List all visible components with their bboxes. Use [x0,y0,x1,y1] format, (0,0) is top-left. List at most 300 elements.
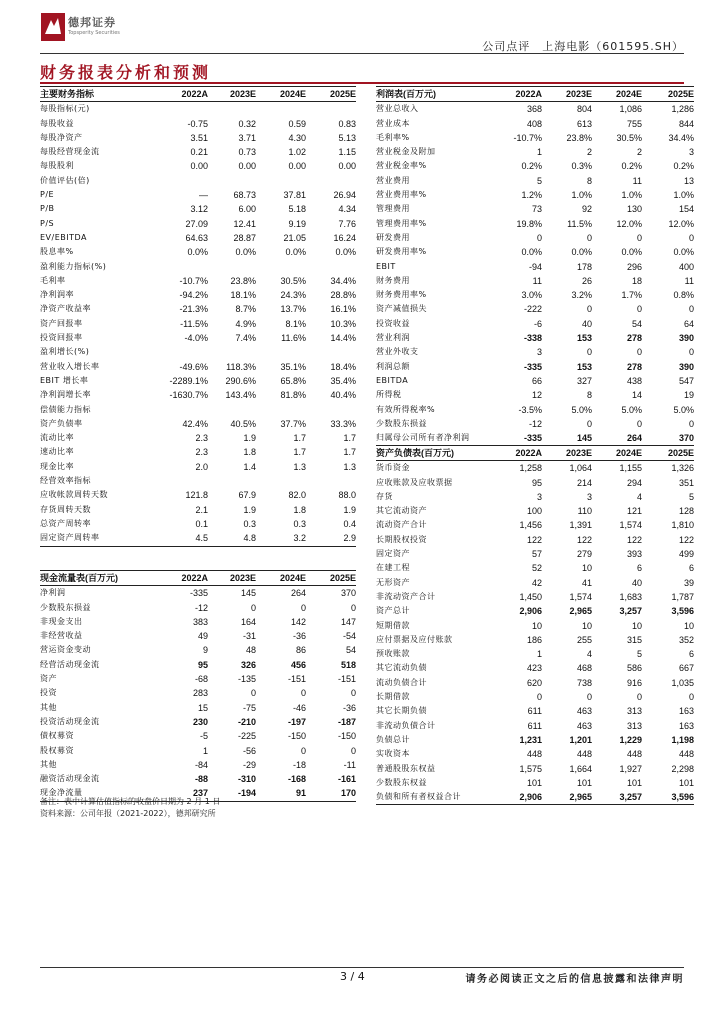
table-row [40,772,356,786]
table-row [40,658,356,672]
value-cell: 0.00 [288,161,306,172]
value-cell: 1.7% [621,290,642,301]
value-cell: 448 [626,749,642,760]
table-row [376,547,694,561]
value-cell: 0.2% [621,161,642,172]
value-cell: 1.9 [243,433,256,444]
value-cell: 40.5% [230,418,256,429]
table-row [376,260,694,274]
value-cell: 100 [526,506,542,517]
row-label: 在建工程 [376,563,410,573]
value-cell: 2,965 [569,606,592,617]
value-cell: 547 [678,375,694,386]
value-cell: 0 [688,232,694,243]
table-header-row [376,87,694,102]
value-cell: 154 [678,204,694,215]
brand-name-en: Topsperity Securities [68,30,120,36]
value-cell: 1 [536,649,542,660]
row-label: 其它长期负债 [376,706,427,716]
value-cell: 164 [240,616,256,627]
value-cell: 145 [240,588,256,599]
value-cell: 463 [576,720,592,731]
value-cell: 4.8 [208,531,256,546]
year-header-cell: 2023E [208,87,256,102]
table-row [40,374,356,388]
value-cell: 1,391 [569,520,592,531]
value-cell: -197 [287,716,306,727]
value-cell: -210 [237,716,256,727]
value-cell: 7.76 [338,218,356,229]
value-cell: 3 [586,491,592,502]
value-cell: 101 [526,777,542,788]
value-cell: 4.30 [288,132,306,143]
value-cell: 34.4% [668,132,694,143]
table-row [376,647,694,661]
value-cell: 81.8% [280,390,306,401]
row-label: 营业外收支 [376,347,419,357]
value-cell: 3 [536,347,542,358]
value-cell: 368 [526,104,542,115]
value-cell: 1,229 [619,734,642,745]
table-row [376,102,694,117]
value-cell: 12.0% [668,218,694,229]
table-row [40,231,356,245]
value-cell: 1.7 [343,433,356,444]
table-row [376,661,694,675]
value-cell: 611 [527,706,542,717]
value-cell: 41 [581,577,592,588]
value-cell: 1,258 [519,463,542,474]
value-cell: 178 [576,261,592,272]
value-cell: 6 [688,563,694,574]
value-cell: 11.5% [567,218,592,229]
value-cell: 30.5% [616,132,642,143]
row-label: 利润总额 [376,361,410,371]
value-cell: 2,965 [542,790,592,805]
value-cell: 40.4% [330,390,356,401]
table-row [40,117,356,131]
value-cell: -75 [242,702,256,713]
value-cell: 6 [636,563,642,574]
table-row [376,518,694,532]
value-cell: 313 [626,720,642,731]
table-row [376,747,694,761]
table-row [40,360,356,374]
value-cell: 101 [626,777,642,788]
value-cell: 0.2% [521,161,542,172]
value-cell: -46 [292,702,306,713]
value-cell: 448 [526,749,542,760]
page-title: 财务报表分析和预测 [40,63,212,82]
value-cell: 92 [581,204,592,215]
value-cell: 0.59 [288,118,306,129]
value-cell: 1.2% [521,190,542,201]
value-cell: 290.6% [225,375,256,386]
value-cell: -161 [337,774,356,785]
value-cell: 804 [576,104,592,115]
table-row [376,533,694,547]
value-cell: 30.5% [280,275,306,286]
value-cell: -335 [494,431,542,446]
row-label: EBIT 增长率 [40,375,89,385]
value-cell: 9 [202,645,208,656]
value-cell: 0.00 [190,161,208,172]
row-label: 盈利增长(%) [40,347,90,357]
row-label: 少数股东损益 [40,602,91,612]
value-cell: 5.18 [288,204,306,215]
table-row [376,690,694,704]
value-cell: 0.4 [343,518,356,529]
value-cell: -2289.1% [169,375,208,386]
value-cell: 1.0% [673,190,694,201]
row-label: 其他 [40,702,57,712]
value-cell [256,345,306,359]
value-cell: 1.8 [293,504,306,515]
table-row [376,131,694,145]
value-cell: 28.87 [233,232,256,243]
value-cell: 1.3 [293,461,306,472]
value-cell: 12 [531,390,542,401]
value-cell: 110 [577,506,592,517]
table-row [40,517,356,531]
value-cell: -335 [189,588,208,599]
value-cell: 0.3 [293,518,306,529]
value-cell: 143.4% [225,390,256,401]
value-cell: -150 [337,731,356,742]
value-cell: -88 [194,774,208,785]
value-cell: 278 [626,333,642,344]
value-cell: -338 [523,333,542,344]
value-cell: 1,198 [671,734,694,745]
table-row [40,159,356,173]
row-label: 少数股东权益 [376,777,427,787]
table-row [40,488,356,502]
row-label: 资产 [40,674,57,684]
table-row [376,231,694,245]
row-label: 研发费用率% [376,247,427,257]
value-cell: 1,035 [671,677,694,688]
value-cell: 88.0 [338,490,356,501]
row-label: 偿债能力指标 [40,404,91,414]
value-cell: -94 [528,261,542,272]
value-cell: 1,231 [519,734,542,745]
value-cell: 7.4% [235,333,256,344]
table-row [376,245,694,259]
value-cell: 1.7 [293,433,306,444]
value-cell: -54 [342,631,356,642]
table-row [40,302,356,316]
row-label: 固定资产 [376,549,410,559]
value-cell: 4 [636,491,642,502]
table-row [40,643,356,657]
value-cell: 163 [678,706,694,717]
table-row [40,431,356,445]
value-cell: 34.4% [330,275,356,286]
value-cell: 844 [678,118,694,129]
value-cell: 499 [678,549,694,560]
value-cell: 315 [626,634,642,645]
value-cell: 0.73 [238,147,256,158]
value-cell: 4 [586,649,592,660]
row-label: 预收账款 [376,649,410,659]
value-cell: 42 [531,577,542,588]
value-cell: 3.71 [238,132,256,143]
value-cell: 4.9% [235,318,256,329]
value-cell: -12 [528,418,542,429]
value-cell: 4.5 [160,531,208,546]
value-cell: 8 [586,390,592,401]
value-cell: 3.2% [571,290,592,301]
row-label: 存货周转天数 [40,504,91,514]
value-cell: 65.8% [280,375,306,386]
value-cell: 10 [631,620,642,631]
table-row [40,102,356,117]
value-cell: 1,064 [569,463,592,474]
title-underline [40,82,684,84]
row-label: EBITDA [376,375,409,385]
value-cell: 370 [340,588,356,599]
note-line: 备注：表中计算估值指标的收盘价日期为 2 月 1 日 [40,797,221,806]
value-cell: 18.4% [330,361,356,372]
value-cell: 10 [581,620,592,631]
value-cell: 327 [576,375,592,386]
row-label: 股权募资 [40,745,74,755]
value-cell: -31 [242,631,256,642]
row-label: 流动比率 [40,433,74,443]
value-cell: 2 [636,147,642,158]
value-cell: 27.09 [185,218,208,229]
value-cell: 5.13 [338,132,356,143]
table-row [376,719,694,733]
row-label: 营业费用率% [376,190,427,200]
value-cell: 3.0% [521,290,542,301]
value-cell: -49.6% [179,361,208,372]
value-cell: 586 [626,663,642,674]
value-cell: 0 [636,304,642,315]
table-row [40,445,356,459]
table-title-cell: 主要财务指标 [40,87,160,102]
value-cell: 1,575 [519,763,542,774]
row-label: 每股股利 [40,161,74,171]
value-cell: 95 [197,659,208,670]
value-cell: 1.7 [343,447,356,458]
value-cell: 351 [678,477,694,488]
row-label: 每股净资产 [40,132,83,142]
value-cell: 1 [202,745,208,756]
table-row [40,202,356,216]
value-cell: 26 [581,275,592,286]
row-label: 非流动负债合计 [376,720,436,730]
value-cell: 101 [678,777,694,788]
value-cell: -10.7% [513,132,542,143]
value-cell: 2.9 [306,531,356,546]
note-line: 资料来源：公司年报（2021-2022），德邦研究所 [40,809,216,818]
value-cell: 73 [531,204,542,215]
value-cell: 2.0 [195,461,208,472]
value-cell: 54 [345,645,356,656]
value-cell: 21.05 [283,232,306,243]
row-label: 净利润 [40,588,66,598]
row-label: P/S [40,218,55,228]
value-cell: 0 [350,745,356,756]
value-cell: 0.0% [521,247,542,258]
table-row [376,590,694,604]
row-label: 财务费用 [376,275,410,285]
value-cell: — [199,190,208,201]
row-label: 流动资产合计 [376,520,427,530]
value-cell: 620 [526,677,542,688]
value-cell: 5 [536,175,542,186]
value-cell: 6 [688,649,694,660]
value-cell: 916 [626,677,642,688]
value-cell: 12.0% [616,218,642,229]
value-cell: 186 [526,634,542,645]
value-cell [160,102,208,117]
value-cell: 170 [306,786,356,801]
row-label: 资产负债率 [40,418,83,428]
value-cell [306,174,356,188]
row-label: 净利润增长率 [40,390,91,400]
table-row [40,417,356,431]
value-cell: 5.0% [621,404,642,415]
row-label: 投资 [40,688,57,698]
value-cell: -0.75 [187,118,208,129]
value-cell: 438 [626,375,642,386]
row-label: 长期股权投资 [376,534,427,544]
logo-mark-icon [40,12,66,42]
table-row [40,744,356,758]
value-cell: 0 [688,692,694,703]
value-cell: 448 [678,749,694,760]
value-cell: 1,927 [619,763,642,774]
value-cell: 1,201 [569,734,592,745]
value-cell: 278 [626,361,642,372]
year-header-cell: 2025E [642,87,694,102]
value-cell: -11 [343,759,356,770]
value-cell: 142 [290,616,306,627]
value-cell: 1,664 [569,763,592,774]
table-row [376,374,694,388]
value-cell: 1,456 [519,520,542,531]
value-cell: -12 [194,602,208,613]
value-cell: 667 [678,663,694,674]
table-row [40,629,356,643]
value-cell: 5 [688,491,694,502]
table-row [376,476,694,490]
value-cell: -4.0% [184,333,208,344]
row-label: 速动比率 [40,447,74,457]
row-label: 总资产周转率 [40,518,91,528]
table-row [40,715,356,729]
table-row [376,490,694,504]
value-cell: 1.0% [621,190,642,201]
notes [40,796,220,820]
brand-name: 德邦证券 [68,16,116,29]
value-cell: 95 [531,477,542,488]
value-cell: 1,086 [619,104,642,115]
value-cell: 0.0% [571,247,592,258]
row-label: 长期借款 [376,692,410,702]
row-label: 每股收益 [40,118,74,128]
value-cell: -225 [237,731,256,742]
value-cell: 5.0% [571,404,592,415]
company-logo [40,12,150,46]
value-cell: -151 [337,674,356,685]
table-row [376,561,694,575]
value-cell: 0.21 [190,147,208,158]
value-cell: 37.81 [283,190,306,201]
value-cell [208,403,256,417]
row-label: 投资收益 [376,318,410,328]
value-cell: 2 [586,147,592,158]
value-cell: 0 [586,347,592,358]
year-header-cell: 2024E [592,87,642,102]
value-cell: 122 [526,534,542,545]
value-cell: 456 [290,659,306,670]
value-cell: -335 [523,361,542,372]
value-cell: 0.0% [187,247,208,258]
value-cell: -135 [237,674,256,685]
value-cell: 18.1% [230,290,256,301]
row-label: 现金净流量 [40,786,160,801]
row-label: 融资活动现金流 [40,774,100,784]
balance-sheet-table [376,445,694,805]
value-cell: 122 [626,534,642,545]
value-cell: 68.73 [233,190,256,201]
value-cell: 86 [295,645,306,656]
value-cell: 0.83 [338,118,356,129]
value-cell: 64 [683,318,694,329]
row-label: 管理费用 [376,204,410,214]
row-label: 短期借款 [376,620,410,630]
table-row [40,601,356,615]
value-cell: 1,810 [671,520,694,531]
value-cell: 145 [542,431,592,446]
value-cell: 64.63 [185,232,208,243]
table-row [376,676,694,690]
value-cell: 9.19 [288,218,306,229]
table-header-row [40,87,356,102]
value-cell: -11.5% [180,318,208,329]
table-row [376,145,694,159]
value-cell [306,474,356,488]
row-label: 其它流动负债 [376,663,427,673]
value-cell: 264 [290,588,306,599]
row-label: 管理费用率% [376,218,427,228]
page-number: 3 / 4 [340,970,365,983]
value-cell: 67.9 [238,490,256,501]
value-cell: -3.5% [518,404,542,415]
value-cell: 49 [197,631,208,642]
row-label: 有效所得税率% [376,404,436,414]
value-cell: -84 [194,759,208,770]
row-label: 归属母公司所有者净利润 [376,431,494,446]
row-label: 经营效率指标 [40,476,91,486]
value-cell [306,102,356,117]
table-row [376,504,694,518]
row-label: 其他 [40,759,57,769]
table-row [40,345,356,359]
value-cell: 0.0% [235,247,256,258]
value-cell: 11 [632,175,642,186]
value-cell: 37.7% [280,418,306,429]
table-row [376,417,694,431]
value-cell: 0 [586,232,592,243]
value-cell: 0.0% [621,247,642,258]
value-cell: 390 [678,333,694,344]
row-label: 价值评估(倍) [40,175,90,185]
value-cell: 8.1% [285,318,306,329]
